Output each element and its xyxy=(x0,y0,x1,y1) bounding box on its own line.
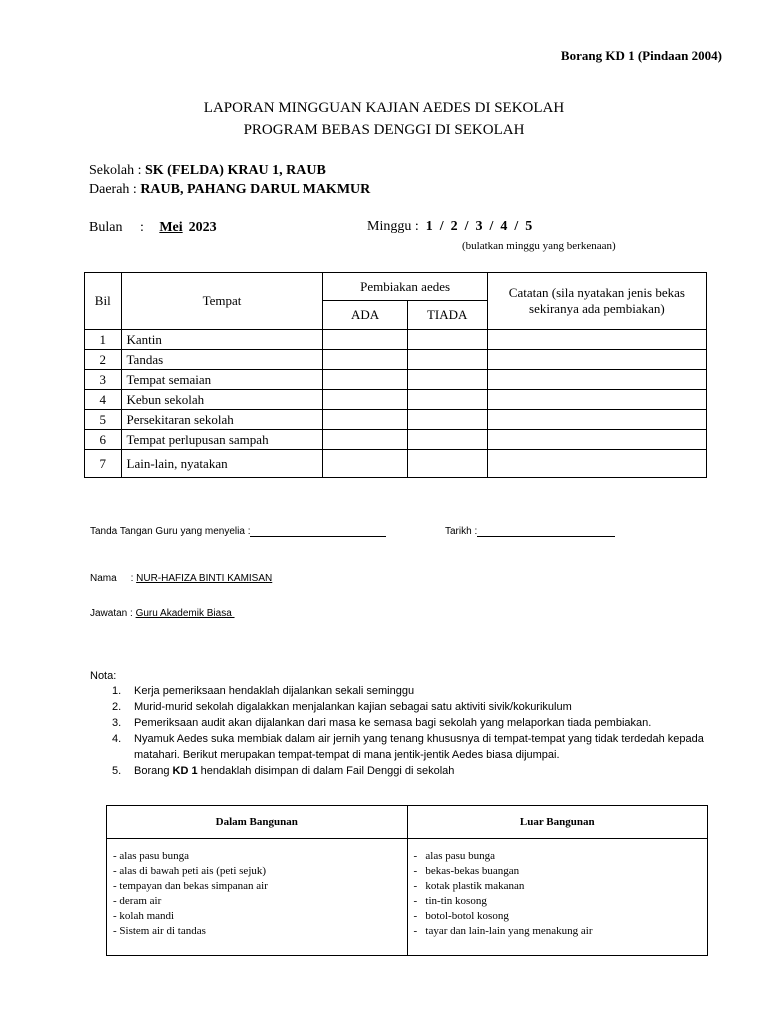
table-row xyxy=(85,410,707,430)
sekolah-value: SK (FELDA) KRAU 1, RAUB xyxy=(145,163,326,178)
jawatan-field xyxy=(90,608,235,619)
nota-text-pre: Borang xyxy=(134,765,173,777)
row-bil: 1 xyxy=(85,330,122,350)
list-item: - deram air xyxy=(113,895,162,907)
nota-number: 5. xyxy=(112,765,122,777)
inspection-table xyxy=(84,272,707,478)
row-catatan-cell[interactable] xyxy=(487,350,706,370)
list-item: - tin-tin kosong xyxy=(413,895,487,907)
row-ada-cell[interactable] xyxy=(323,350,407,370)
nama-value: NUR-HAFIZA BINTI KAMISAN xyxy=(136,573,273,584)
breeding-places-table xyxy=(106,805,708,956)
row-tempat: Persekitaran sekolah xyxy=(121,410,323,430)
row-tiada-cell[interactable] xyxy=(407,410,487,430)
row-bil: 7 xyxy=(85,450,122,478)
row-tiada-cell[interactable] xyxy=(407,350,487,370)
table-row xyxy=(85,390,707,410)
col-tempat-header: Tempat xyxy=(121,273,323,330)
program-title: PROGRAM BEBAS DENGGI DI SEKOLAH xyxy=(243,122,525,138)
tarikh-line[interactable] xyxy=(477,526,615,537)
col-pembiakan-header: Pembiakan aedes xyxy=(323,273,487,301)
row-tempat: Tempat semaian xyxy=(121,370,323,390)
list-item xyxy=(110,763,730,779)
col-tiada-header: TIADA xyxy=(407,301,487,330)
signature-label: Tanda Tangan Guru yang menyelia : xyxy=(90,526,251,537)
row-tiada-cell[interactable] xyxy=(407,370,487,390)
list-item: - alas pasu bunga xyxy=(113,850,190,862)
list-item xyxy=(110,715,730,731)
list-item: - bekas-bekas buangan xyxy=(413,865,520,877)
daerah-label: Daerah : xyxy=(89,182,141,197)
table-row xyxy=(85,450,707,478)
col-bil-header: Bil xyxy=(85,273,122,330)
nota-number: 3. xyxy=(112,717,122,729)
sekolah-label: Sekolah : xyxy=(89,163,145,178)
nama-field xyxy=(90,573,272,584)
sekolah-field xyxy=(89,163,326,179)
col-catatan-header: Catatan (sila nyatakan jenis bekas sekiranya ada pembiakan) xyxy=(487,273,706,330)
nota-text: Nyamuk Aedes suka membiak dalam air jernih yang tenang khususnya di tempat-tempat yang tidak terdedah kepada matahari. Berikut merupakan tempat-tempat di mana jentik-jentik Aedes biasa dijumpai. xyxy=(134,733,704,761)
row-ada-cell[interactable] xyxy=(323,450,407,478)
nota-text-bold: KD 1 xyxy=(172,765,198,777)
row-tiada-cell[interactable] xyxy=(407,430,487,450)
nota-text-post: hendaklah disimpan di dalam Fail Denggi di sekolah xyxy=(197,765,455,777)
nota-number: 4. xyxy=(112,733,122,745)
list-item: - tempayan dan bekas simpanan air xyxy=(113,880,268,892)
daerah-field xyxy=(89,182,370,198)
list-item xyxy=(110,699,730,715)
minggu-label: Minggu : xyxy=(367,219,426,234)
table-row xyxy=(85,350,707,370)
row-tempat: Tempat perlupusan sampah xyxy=(121,430,323,450)
list-item: - alas di bawah peti ais (peti sejuk) xyxy=(113,865,267,877)
nota-text: Pemeriksaan audit akan dijalankan dari masa ke semasa bagi sekolah yang melaporkan tiada pembiakan. xyxy=(134,717,652,729)
row-catatan-cell[interactable] xyxy=(487,370,706,390)
list-item: - alas pasu bunga xyxy=(413,850,496,862)
bulan-month: Mei xyxy=(159,220,183,235)
jawatan-value: Guru Akademik Biasa xyxy=(135,608,235,619)
list-item xyxy=(110,731,730,763)
minggu-field xyxy=(367,219,532,235)
list-item: - tayar dan lain-lain yang menakung air xyxy=(413,925,593,937)
list-item: - kotak plastik makanan xyxy=(413,880,525,892)
row-tempat: Lain-lain, nyatakan xyxy=(121,450,323,478)
bulan-label: Bulan : xyxy=(89,220,148,235)
nota-list xyxy=(110,683,730,779)
row-bil: 4 xyxy=(85,390,122,410)
report-title: LAPORAN MINGGUAN KAJIAN AEDES DI SEKOLAH xyxy=(203,100,565,116)
row-bil: 2 xyxy=(85,350,122,370)
row-catatan-cell[interactable] xyxy=(487,450,706,478)
tarikh-label: Tarikh : xyxy=(445,526,478,537)
row-tempat: Kantin xyxy=(121,330,323,350)
nota-number: 2. xyxy=(112,701,122,713)
row-ada-cell[interactable] xyxy=(323,430,407,450)
list-item xyxy=(110,683,730,699)
col-ada-header: ADA xyxy=(323,301,407,330)
row-ada-cell[interactable] xyxy=(323,370,407,390)
tarikh-field xyxy=(445,526,615,537)
row-ada-cell[interactable] xyxy=(323,390,407,410)
daerah-value: RAUB, PAHANG DARUL MAKMUR xyxy=(140,182,371,197)
row-bil: 6 xyxy=(85,430,122,450)
row-tiada-cell[interactable] xyxy=(407,390,487,410)
table-row xyxy=(85,430,707,450)
table-row xyxy=(85,330,707,350)
signature-field xyxy=(90,526,386,537)
row-catatan-cell[interactable] xyxy=(487,330,706,350)
row-tempat: Tandas xyxy=(121,350,323,370)
signature-line[interactable] xyxy=(250,526,386,537)
dalam-bangunan-header: Dalam Bangunan xyxy=(107,806,408,839)
minggu-note: (bulatkan minggu yang berkenaan) xyxy=(462,240,616,252)
dalam-bangunan-list xyxy=(107,839,408,956)
luar-bangunan-list xyxy=(407,839,708,956)
nota-text: Murid-murid sekolah digalakkan menjalankan kajian sebagai satu aktiviti sivik/kokurikulum xyxy=(134,701,572,713)
nota-text: Kerja pemeriksaan hendaklah dijalankan sekali seminggu xyxy=(134,685,415,697)
row-catatan-cell[interactable] xyxy=(487,430,706,450)
jawatan-label: Jawatan : xyxy=(90,608,136,619)
row-bil: 5 xyxy=(85,410,122,430)
nama-label: Nama : xyxy=(90,573,137,584)
row-catatan-cell[interactable] xyxy=(487,410,706,430)
row-tiada-cell[interactable] xyxy=(407,450,487,478)
row-bil: 3 xyxy=(85,370,122,390)
list-item: - Sistem air di tandas xyxy=(113,925,206,937)
bulan-field xyxy=(89,220,217,236)
row-tiada-cell[interactable] xyxy=(407,330,487,350)
bulan-year: 2023 xyxy=(188,220,217,235)
table-row xyxy=(85,370,707,390)
list-item: - kolah mandi xyxy=(113,910,175,922)
form-code: Borang KD 1 (Pindaan 2004) xyxy=(560,48,722,63)
nota-title: Nota: xyxy=(90,670,117,682)
row-catatan-cell[interactable] xyxy=(487,390,706,410)
luar-bangunan-header: Luar Bangunan xyxy=(407,806,708,839)
list-item: - botol-botol kosong xyxy=(413,910,509,922)
row-ada-cell[interactable] xyxy=(323,330,407,350)
row-tempat: Kebun sekolah xyxy=(121,390,323,410)
row-ada-cell[interactable] xyxy=(323,410,407,430)
nota-number: 1. xyxy=(112,685,122,697)
minggu-options: 1 / 2 / 3 / 4 / 5 xyxy=(425,219,533,234)
